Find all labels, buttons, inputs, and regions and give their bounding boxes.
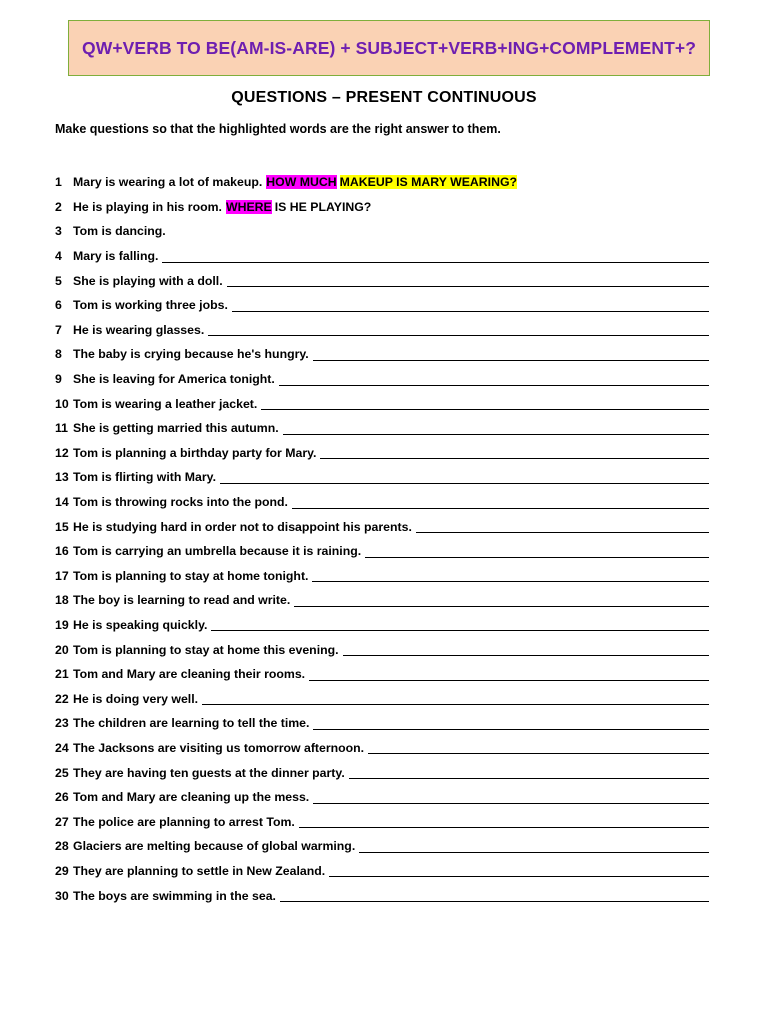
question-sentence: Tom is wearing a leather jacket. [73, 396, 258, 411]
answer-blank-line[interactable] [312, 569, 709, 582]
answer-blank-line[interactable] [309, 668, 709, 681]
question-item [55, 268, 715, 293]
question-item [55, 416, 715, 441]
question-item [55, 318, 715, 343]
question-number: 28 [55, 839, 69, 854]
question-sentence: Tom is planning to stay at home this evening. [73, 642, 339, 657]
answer-blank-line[interactable] [283, 422, 709, 435]
answer-blank-line[interactable] [329, 864, 709, 877]
question-sentence: Glaciers are melting because of global warming. [73, 839, 356, 854]
question-item [55, 809, 715, 834]
question-sentence: Mary is falling. [73, 249, 159, 264]
question-sentence: Tom and Mary are cleaning their rooms. [73, 667, 306, 682]
instruction-text: Make questions so that the highlighted words are the right answer to them. [55, 122, 501, 136]
question-item [55, 859, 715, 884]
answer-blank-line[interactable] [365, 545, 709, 558]
question-sentence: He is doing very well. [73, 691, 199, 706]
question-sentence: She is playing with a doll. [73, 273, 223, 288]
answer-blank-line[interactable] [313, 791, 709, 804]
question-number: 14 [55, 495, 69, 510]
answer-blank-line[interactable] [227, 274, 709, 287]
question-sentence: Tom is planning a birthday party for Mary. [73, 445, 317, 460]
answer-blank-line[interactable] [320, 446, 709, 459]
question-item [55, 244, 715, 269]
answer-blank-line[interactable] [202, 692, 709, 705]
answer-blank-line[interactable] [313, 717, 709, 730]
answer-blank-line[interactable] [416, 520, 709, 533]
question-sentence: He is playing in his room. [73, 199, 222, 214]
formula-banner [68, 20, 710, 76]
question-sentence: Tom is flirting with Mary. [73, 470, 217, 485]
question-number: 13 [55, 470, 69, 485]
question-number: 17 [55, 568, 69, 583]
question-number: 7 [55, 322, 62, 337]
question-sentence: The Jacksons are visiting us tomorrow afternoon. [73, 740, 365, 755]
question-sentence: Tom is dancing. [73, 224, 166, 239]
question-sentence: He is speaking quickly. [73, 617, 208, 632]
question-sentence: Tom and Mary are cleaning up the mess. [73, 790, 310, 805]
answer-blank-line[interactable] [208, 323, 709, 336]
question-number: 15 [55, 519, 69, 534]
question-item [55, 514, 715, 539]
question-sentence: He is wearing glasses. [73, 322, 205, 337]
question-number: 30 [55, 888, 69, 903]
question-number: 3 [55, 224, 62, 239]
answer-blank-line[interactable] [232, 299, 709, 312]
question-sentence: Tom is working three jobs. [73, 298, 228, 313]
question-list [55, 170, 715, 908]
answer-blank-line[interactable] [359, 840, 709, 853]
question-number: 27 [55, 814, 69, 829]
question-item [55, 736, 715, 761]
question-number: 10 [55, 396, 69, 411]
question-sentence: They are planning to settle in New Zealand. [73, 863, 326, 878]
answer-blank-line[interactable] [162, 250, 709, 263]
answer-blank-line[interactable] [299, 815, 709, 828]
question-item [55, 588, 715, 613]
question-item [55, 195, 715, 220]
question-sentence: Tom is throwing rocks into the pond. [73, 495, 288, 510]
question-item [55, 367, 715, 392]
question-item [55, 613, 715, 638]
question-number: 16 [55, 544, 69, 559]
question-sentence: She is leaving for America tonight. [73, 372, 275, 387]
question-number: 9 [55, 372, 62, 387]
question-number: 11 [55, 421, 68, 436]
answer-example-text: IS HE PLAYING? [274, 199, 372, 214]
question-number: 6 [55, 298, 62, 313]
question-item [55, 170, 715, 195]
question-number: 5 [55, 273, 62, 288]
formula-text: QW+VERB TO BE(AM-IS-ARE) + SUBJECT+VERB+ING+COMPLEMENT+? [82, 37, 696, 58]
question-sentence: The boys are swimming in the sea. [73, 888, 276, 903]
question-item [55, 637, 715, 662]
question-number: 20 [55, 642, 69, 657]
question-item [55, 834, 715, 859]
answer-blank-line[interactable] [211, 618, 709, 631]
question-number: 18 [55, 593, 69, 608]
question-item [55, 441, 715, 466]
answer-blank-line[interactable] [349, 766, 709, 779]
question-item [55, 490, 715, 515]
question-item [55, 293, 715, 318]
answer-blank-line[interactable] [343, 643, 709, 656]
question-number: 2 [55, 199, 62, 214]
question-number: 22 [55, 691, 69, 706]
question-sentence: The police are planning to arrest Tom. [73, 814, 295, 829]
question-item [55, 465, 715, 490]
question-number: 19 [55, 617, 69, 632]
question-number: 26 [55, 790, 69, 805]
question-number: 12 [55, 445, 69, 460]
answer-blank-line[interactable] [368, 741, 709, 754]
question-number: 21 [55, 667, 69, 682]
answer-blank-line[interactable] [220, 471, 709, 484]
question-item [55, 342, 715, 367]
answer-question-word-highlight: WHERE [225, 199, 272, 214]
question-sentence: Mary is wearing a lot of makeup. [73, 175, 263, 190]
question-item [55, 539, 715, 564]
question-number: 8 [55, 347, 62, 362]
question-item [55, 785, 715, 810]
answer-blank-line[interactable] [280, 889, 709, 902]
question-number: 1 [55, 175, 62, 190]
question-item [55, 219, 715, 244]
question-sentence: The children are learning to tell the time. [73, 716, 310, 731]
question-sentence: Tom is planning to stay at home tonight. [73, 568, 309, 583]
question-item [55, 760, 715, 785]
answer-blank-line[interactable] [313, 348, 709, 361]
question-item [55, 391, 715, 416]
answer-example-text: MAKEUP IS MARY WEARING? [339, 175, 518, 190]
question-item [55, 711, 715, 736]
question-number: 4 [55, 249, 62, 264]
question-sentence: She is getting married this autumn. [73, 421, 279, 436]
question-number: 29 [55, 863, 69, 878]
answer-blank-line[interactable] [294, 594, 709, 607]
question-item [55, 564, 715, 589]
answer-blank-line[interactable] [292, 496, 709, 509]
question-sentence: The baby is crying because he's hungry. [73, 347, 309, 362]
question-number: 23 [55, 716, 69, 731]
answer-question-word-highlight: HOW MUCH [266, 175, 337, 190]
question-item [55, 883, 715, 908]
question-sentence: Tom is carrying an umbrella because it is raining. [73, 544, 362, 559]
question-item [55, 686, 715, 711]
answer-blank-line[interactable] [279, 373, 709, 386]
question-number: 25 [55, 765, 69, 780]
worksheet-title: QUESTIONS – PRESENT CONTINUOUS [231, 89, 537, 106]
question-sentence: He is studying hard in order not to disappoint his parents. [73, 519, 412, 534]
question-item [55, 662, 715, 687]
question-sentence: The boy is learning to read and write. [73, 593, 291, 608]
question-number: 24 [55, 740, 69, 755]
answer-blank-line[interactable] [261, 397, 709, 410]
question-sentence: They are having ten guests at the dinner party. [73, 765, 345, 780]
